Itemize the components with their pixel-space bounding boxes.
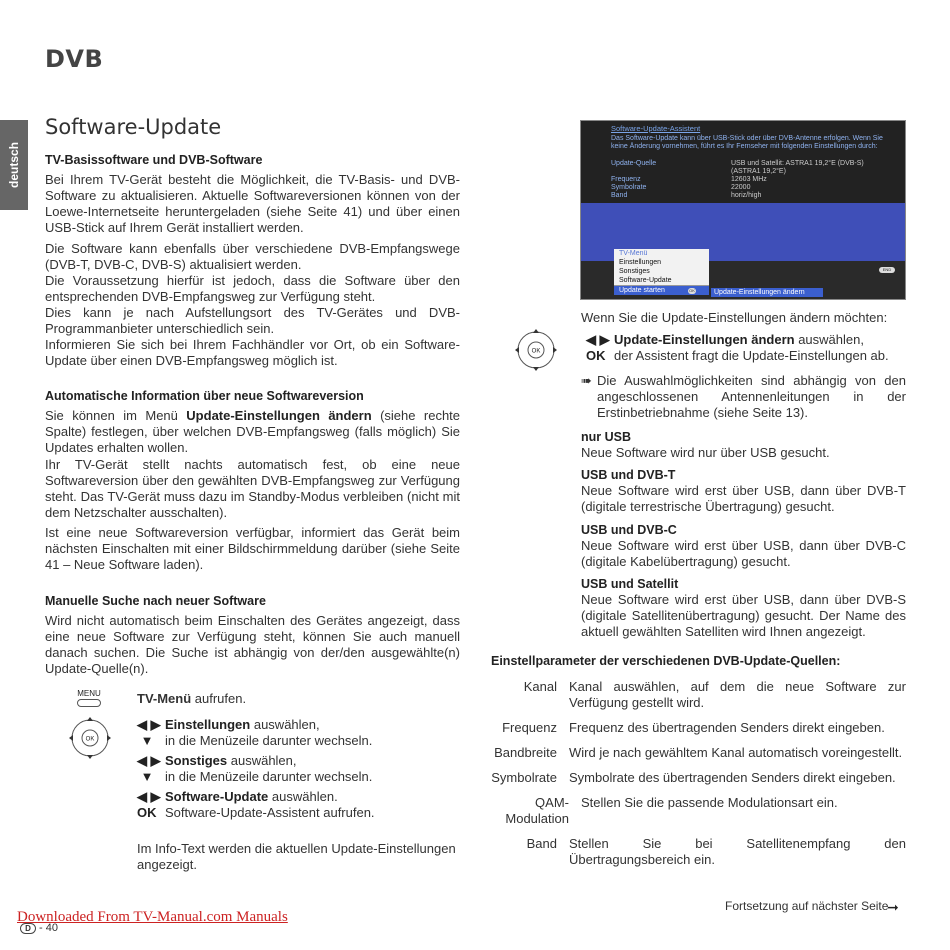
tv-param-value: USB und Satellit: ASTRA1 19,2°E (DVB-S) — [731, 160, 864, 167]
page-number: D - 40 — [20, 922, 58, 934]
param-row: QAM-Modulation Stellen Sie die passende Modulationsart ein. — [505, 795, 838, 826]
continuation-note: Fortsetzung auf nächster Seite — [725, 899, 889, 913]
step-tv-menu: TV-Menü aufrufen. — [137, 691, 247, 706]
right-intro: Wenn Sie die Update-Einstellungen ändern möchten: — [581, 310, 888, 325]
language-tab — [0, 120, 28, 210]
paragraph-new-version: Ist eine neue Softwareversion verfügbar, informiert das Gerät beim nächsten Einschalten mit einer Bildschirmmeldung darüber (siehe Seite 41 – Neue Software laden). — [45, 525, 460, 572]
left-right-arrows-icon: ◀ ▶ — [137, 717, 161, 732]
page-letter-badge: D — [20, 923, 36, 934]
manual-steps — [137, 691, 467, 873]
remote-dpad-icon — [512, 326, 560, 374]
step-einstellungen-down: ▼ in die Menüzeile darunter wechseln. — [137, 733, 373, 748]
language-tab-label: deutsch — [7, 141, 21, 189]
dpad-ok-label: OK — [531, 348, 541, 355]
ok-key-label: OK — [137, 805, 157, 820]
step-einstellungen: ◀ ▶ Einstellungen auswählen, — [137, 717, 320, 732]
menu-key-label: MENU — [77, 689, 101, 698]
option-usb-only: nur USB Neue Software wird nur über USB gesucht. — [581, 430, 830, 460]
option-usb-dvbc: USB und DVB-C Neue Software wird erst über USB, dann über DVB-C (digitale Kabelübertragung) gesucht. — [581, 523, 906, 569]
arrow-right-icon: ➞ — [887, 899, 899, 915]
param-row: Kanal Kanal auswählen, auf dem die neue Software zur Verfügung gestellt wird. — [523, 679, 906, 710]
watermark-link[interactable]: Downloaded From TV-Manual.com Manuals — [17, 909, 288, 925]
option-usb-satellit: USB und Satellit Neue Software wird erst über USB, dann über DVB-S (digitale Satellitenübertragung) gesucht. Der Name des aktuell gewählten Satelliten wird Ihnen angezeigt. — [581, 577, 906, 639]
dpad-ok-label: OK — [85, 736, 95, 743]
tv-menu-item-selected: Update starten — [614, 285, 709, 295]
step-ok-query: OK der Assistent fragt die Update-Einstellungen ab. — [586, 348, 889, 363]
paragraph-dvb-paths: Die Software kann ebenfalls über verschiedene DVB-Empfangswege (DVB-T, DVB-C, DVB-S) aktualisiert werden. — [45, 241, 460, 272]
tv-param-key: Frequenz — [611, 176, 641, 183]
step-software-update: ◀ ▶ Software-Update auswählen. — [137, 789, 338, 804]
page-title: Software-Update — [45, 115, 222, 139]
tv-menu-item: TV-Menü — [619, 250, 648, 257]
tv-assistant-title: Software-Update-Assistent — [611, 124, 701, 133]
remote-dpad-icon — [66, 714, 114, 762]
menu-button-icon — [77, 699, 101, 707]
tv-param-key: Symbolrate — [611, 184, 647, 191]
section-header: DVB — [45, 45, 104, 73]
subheading-manual-search: Manuelle Suche nach neuer Software — [45, 594, 266, 608]
step-ok-assistant: OK Software-Update-Assistent aufrufen. — [137, 805, 375, 820]
tv-assistant-text: Das Software-Update kann über USB-Stick oder über DVB-Antenne erfolgen. Wenn Sie keine Änderung vornehmen, führt es Ihr Fernseher mit folgenden Einstellungen durch: — [611, 135, 883, 151]
update-settings-term: Update-Einstellungen ändern — [186, 408, 372, 423]
remote-menu-key — [64, 689, 114, 707]
param-row: Band Stellen Sie bei Satellitenempfang den Übertragungsbereich ein. — [526, 836, 906, 867]
tv-menu-item: Software-Update — [619, 277, 672, 284]
ok-key-label: OK — [586, 348, 606, 363]
param-row: Frequenz Frequenz des übertragenden Senders direkt eingeben. — [502, 720, 885, 735]
left-right-arrows-icon: ◀ ▶ — [586, 332, 610, 347]
step-sonstiges: ◀ ▶ Sonstiges auswählen, — [137, 753, 297, 768]
option-usb-dvbt: USB und DVB-T Neue Software wird erst über USB, dann über DVB-T (digitale terrestrische Übertragung) gesucht. — [581, 468, 906, 514]
right-steps — [586, 332, 906, 364]
note-arrow-icon: ➠ — [581, 373, 592, 388]
tv-param-value: 12603 MHz — [731, 176, 767, 183]
paragraph-update-settings: Sie können im Menü Update-Einstellungen ändern (siehe rechte Spalte) festlegen, über welchen DVB-Empfangsweg (falls möglich) Sie Updates erhalten wollen. — [45, 408, 461, 455]
parameter-table-title: Einstellparameter der verschiedenen DVB-Update-Quellen: — [491, 654, 841, 668]
left-right-arrows-icon: ◀ ▶ — [137, 753, 161, 768]
step-sonstiges-down: ▼ in die Menüzeile darunter wechseln. — [137, 769, 373, 784]
tv-menu-item: Einstellungen — [619, 259, 662, 266]
down-arrow-icon: ▼ — [137, 733, 154, 748]
tv-param-value: horiz/high — [731, 192, 762, 199]
tv-ok-key-icon: OK — [689, 288, 695, 293]
left-right-arrows-icon: ◀ ▶ — [137, 789, 161, 804]
paragraph-dealer: Informieren Sie sich bei Ihrem Fachhändler vor Ort, ob ein Software-Update über einen DVB-Empfangsweg möglich ist. — [45, 337, 460, 368]
param-row: Bandbreite Wird je nach gewähltem Kanal automatisch voreingestellt. — [494, 745, 903, 760]
tv-param-value: 22000 — [731, 184, 751, 191]
tv-param-key: Band — [611, 192, 628, 199]
info-text-note: Im Info-Text werden die aktuellen Update-Einstellungen angezeigt. — [137, 841, 456, 872]
param-row: Symbolrate Symbolrate des übertragenden Senders direkt eingeben. — [491, 770, 896, 785]
tv-param-value: (ASTRA1 19,2°E) — [731, 168, 786, 175]
paragraph-requirement: Die Voraussetzung hierfür ist jedoch, dass die Software über den entsprechenden DVB-Empfangsweg zur Verfügung steht. — [45, 273, 460, 304]
step-change-settings: ◀ ▶ Update-Einstellungen ändern auswählen, — [586, 332, 864, 347]
paragraph-location: Dies kann je nach Aufstellungsort des TV-Gerätes und DVB-Programmanbieter unterschiedlich sein. — [45, 305, 460, 336]
paragraph-nightly-check: Ihr TV-Gerät stellt nachts automatisch fest, ob eine neue Softwareversion über den gewählten DVB-Empfangsweg zur Verfügung steht. Das TV-Gerät muss dazu im Standby-Modus verbleiben (nicht mit dem Netzschalter ausschalten). — [45, 457, 460, 520]
tv-screen-screenshot — [580, 120, 906, 300]
down-arrow-icon: ▼ — [137, 769, 154, 784]
subheading-auto-info: Automatische Information über neue Softwareversion — [45, 389, 364, 403]
tv-end-key-icon: END — [879, 267, 895, 273]
subheading-basissoftware: TV-Basissoftware und DVB-Software — [45, 153, 263, 167]
paragraph-intro: Bei Ihrem TV-Gerät besteht die Möglichkeit, die TV-Basis- und DVB-Software zu aktualisieren. Aktuelle Softwareversionen können von der Loewe-Internetseite heruntergeladen (siehe Seite 41) und über einen USB-Stick auf Ihrem Gerät installiert werden. — [45, 172, 460, 235]
paragraph-manual-search: Wird nicht automatisch beim Einschalten des Gerätes angezeigt, dass eine neue Software zur Verfügung steht, können Sie auch manuell danach suchen. Die Suche ist abhängig von der/den ausgewählte(n) Update-Quelle(n). — [45, 613, 460, 676]
tv-change-settings-hint: Update-Einstellungen ändern — [711, 288, 823, 297]
tv-param-key: Update-Quelle — [611, 160, 657, 167]
note-antenna: ➠ Die Auswahlmöglichkeiten sind abhängig von den angeschlossenen Antennenleitungen in der Erstinbetriebnahme (siehe Seite 13). — [581, 373, 906, 420]
tv-menu-item: Sonstiges — [619, 268, 650, 275]
